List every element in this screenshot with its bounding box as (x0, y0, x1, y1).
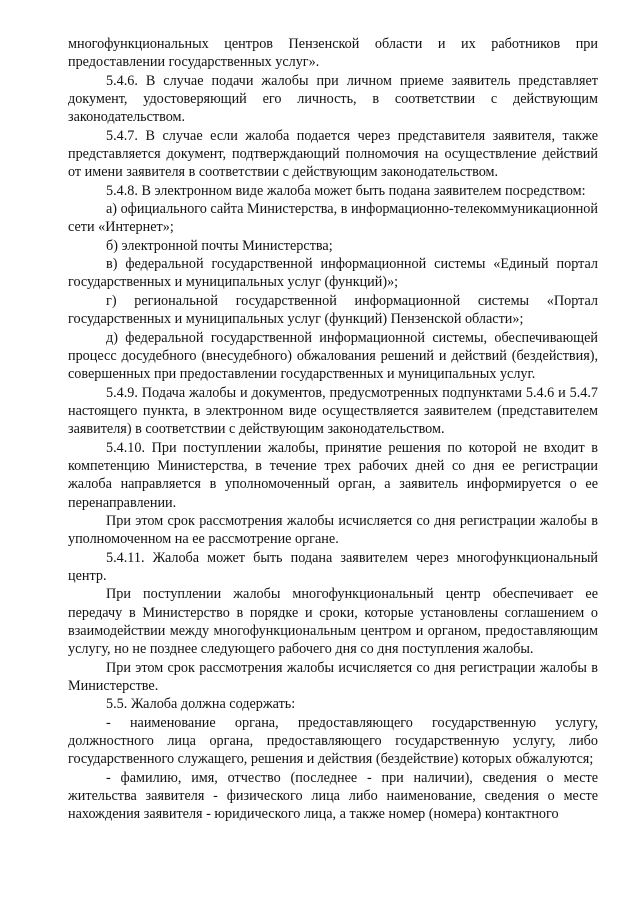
paragraph-term-uo: При этом срок рассмотрения жалобы исчисляется со дня регистрации жалобы в уполномоченном на ее рассмотрение органе. (68, 512, 598, 548)
paragraph-5-4-8: 5.4.8. В электронном виде жалоба может быть подана заявителем посредством: (106, 182, 586, 199)
list-item-g: г) региональной государственной информационной системы «Портал государственных и муниципальных услуг (функций) Пензенской области»; (68, 292, 598, 328)
list-item-v: в) федеральной государственной информационной системы «Единый портал государственных и муниципальных услуг (функций)»; (68, 256, 598, 291)
paragraph-5-5: 5.5. Жалоба должна содержать: (106, 696, 296, 713)
list-item-a: а) официального сайта Министерства, в информационно-телекоммуникационной сети «Интернет»; (68, 201, 598, 236)
paragraph-term-ministry: При этом срок рассмотрения жалобы исчисляется со дня регистрации жалобы в Министерстве. (68, 659, 598, 695)
document-page (68, 35, 598, 824)
paragraph-5-4-9: 5.4.9. Подача жалобы и документов, предусмотренных подпунктами 5.4.6 и 5.4.7 настоящего пункта, в электронном виде осуществляется заявителем (представителем заявителя) в соответствии с действующим законодательством. (68, 384, 598, 438)
paragraph-5-4-11: 5.4.11. Жалоба может быть подана заявителем через многофункциональный центр. (68, 549, 598, 584)
list-item-organ-name: - наименование органа, предоставляющего государственную услугу, должностного лица органа, предоставляющего государственную услугу, либо государственного служащего, решения и действия (бездействие) которых обжалуются; (68, 714, 598, 768)
list-item-d: д) федеральной государственной информационной системы, обеспечивающей процесс досудебного (внесудебного) обжалования решений и действий (бездействия), совершенных при предоставлении государственных и муниципальных услуг. (68, 329, 598, 383)
list-item-b: б) электронной почты Министерства; (106, 237, 333, 254)
paragraph-mfc: При поступлении жалобы многофункциональный центр обеспечивает ее передачу в Министерство в порядке и сроки, которые установлены соглашением о взаимодействии между многофункциональным центром и органом, предоставляющим услугу, но не позднее следующего рабочего дня со дня поступления жалобы. (68, 586, 598, 658)
paragraph-5-4-7: 5.4.7. В случае если жалоба подается через представителя заявителя, также представляется документ, подтверждающий полномочия на осуществление действий от имени заявителя в соответствии с действующим законодательством. (68, 127, 598, 181)
paragraph-5-4-6: 5.4.6. В случае подачи жалобы при личном приеме заявитель представляет документ, удостоверяющий его личность, в соответствии с действующим законодательством. (68, 72, 598, 126)
paragraph-5-4-10: 5.4.10. При поступлении жалобы, принятие решения по которой не входит в компетенцию Министерства, в течение трех рабочих дней со дня ее регистрации жалоба направляется в уполномоченный орган, а заявитель информируется о ее перенаправлении. (68, 439, 598, 511)
paragraph-1: многофункциональных центров Пензенской области и их работников при предоставлении государственных услуг». (68, 36, 598, 71)
list-item-applicant-info: - фамилию, имя, отчество (последнее - при наличии), сведения о месте жительства заявителя - физического лица либо наименование, сведения о месте нахождения заявителя - юридического лица, а также номер (номера) контактного (68, 769, 598, 823)
